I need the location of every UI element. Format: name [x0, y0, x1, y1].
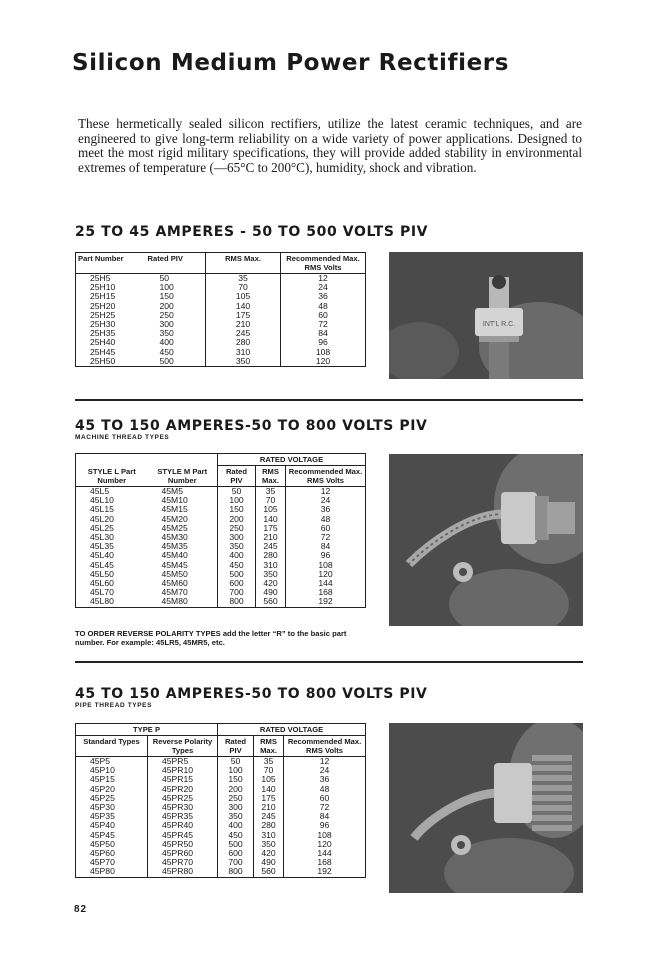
table-cell: 45P20	[90, 783, 115, 794]
table-cell: 45PR35	[148, 812, 218, 821]
table-cell: 490	[256, 588, 286, 597]
table-cell: 168	[286, 588, 366, 597]
table-cell: 25H5	[90, 273, 111, 283]
table-cell: 35	[206, 274, 281, 284]
col-style-l: STYLE L Part Number	[87, 466, 136, 485]
table-cell: 140	[254, 785, 284, 794]
section3-heading: 45 TO 150 AMPERES-50 TO 800 VOLTS PIV	[75, 686, 428, 702]
table-cell: 45M25	[161, 522, 188, 533]
col-recommended: Recommended Max. RMS Volts	[286, 466, 366, 487]
table-cell: 60	[286, 524, 366, 533]
table-cell: 45P50	[90, 838, 115, 849]
table-cell: 280	[254, 821, 284, 830]
table-cell: 200	[159, 300, 174, 311]
table-cell: 45P10	[90, 765, 115, 776]
table-cell: 45M50	[161, 568, 188, 579]
table-cell: 45P80	[90, 866, 115, 877]
table-cell: 45PR45	[148, 831, 218, 840]
table-cell: 700	[218, 858, 254, 867]
table-cell: 700	[218, 588, 256, 597]
table-cell: 25H40	[90, 337, 116, 348]
table-cell: 400	[218, 551, 256, 560]
table-cell: 350	[159, 328, 174, 339]
col-standard-types: Standard Types	[83, 737, 140, 746]
table-cell: 24	[284, 766, 366, 775]
table-cell: 45L50	[90, 568, 114, 579]
table-cell: 12	[284, 757, 366, 767]
intro-paragraph: These hermetically sealed silicon rectifiers, utilize the latest ceramic techniques, and are engineered to give long-term reliability on a wide variety of power applications. Designed to meet the most rigid military specifications, they will provide added stability in environmental extremes of temperature (—65°C to 200°C), humidity, shock and vibration.	[78, 116, 582, 175]
table-cell: 350	[254, 840, 284, 849]
table-cell: 45PR60	[148, 849, 218, 858]
col-rms-max: RMS Max.	[254, 736, 284, 757]
table-cell: 192	[286, 597, 366, 607]
table-cell: 150	[218, 775, 254, 784]
table-cell: 45L60	[90, 578, 114, 589]
table-cell: 45L10	[90, 495, 114, 506]
table-cell: 70	[254, 766, 284, 775]
table-cell: 120	[286, 570, 366, 579]
table-cell: 45PR40	[148, 821, 218, 830]
section2-heading: 45 TO 150 AMPERES-50 TO 800 VOLTS PIV	[75, 418, 428, 434]
table-cell: 25H50	[90, 355, 116, 366]
table-cell: 70	[256, 496, 286, 505]
table-cell: 280	[256, 551, 286, 560]
table-cell: 450	[218, 561, 256, 570]
table-cell: 25H25	[90, 309, 116, 320]
table-cell: 300	[159, 319, 174, 330]
table-cell: 45M40	[161, 550, 188, 561]
rectifier-braided-lead-photo	[389, 454, 583, 626]
table-cell: 100	[218, 496, 256, 505]
table-cell: 25H20	[90, 300, 116, 311]
table-cell: 310	[206, 348, 281, 357]
table-cell: 35	[256, 487, 286, 497]
table-cell: 25H30	[90, 319, 116, 330]
table-cell: 100	[159, 282, 174, 293]
table-cell: 560	[256, 597, 286, 607]
table-cell: 150	[218, 505, 256, 514]
table-cell: 60	[284, 794, 366, 803]
table-cell: 45P40	[90, 820, 115, 831]
table-cell: 45M30	[161, 532, 188, 543]
table-cell: 36	[281, 292, 366, 301]
table-cell: 72	[284, 803, 366, 812]
section1-table	[75, 252, 366, 367]
table-cell: 500	[218, 570, 256, 579]
table-cell: 168	[284, 858, 366, 867]
table-cell: 48	[284, 785, 366, 794]
table-cell: 210	[206, 320, 281, 329]
col-part-number: Part Number	[78, 254, 124, 263]
table-cell: 108	[286, 561, 366, 570]
table-cell: 45L30	[90, 532, 114, 543]
table-cell: 45P15	[90, 774, 115, 785]
rated-voltage-header: RATED VOLTAGE	[218, 454, 366, 466]
table-cell: 175	[256, 524, 286, 533]
table-cell: 490	[254, 858, 284, 867]
table-cell: 175	[254, 794, 284, 803]
table-cell: 420	[254, 849, 284, 858]
table-cell: 45L25	[90, 522, 114, 533]
table-cell: 84	[281, 329, 366, 338]
table-cell: 200	[218, 785, 254, 794]
section-divider	[75, 661, 583, 663]
table-cell: 70	[206, 283, 281, 292]
table-cell: 600	[218, 849, 254, 858]
table-cell: 45PR10	[148, 766, 218, 775]
table-row	[76, 597, 366, 607]
table-cell: 45P45	[90, 829, 115, 840]
table-cell: 245	[206, 329, 281, 338]
table-cell: 250	[218, 524, 256, 533]
table-cell: 560	[254, 867, 284, 877]
table-cell: 420	[256, 579, 286, 588]
table-cell: 800	[218, 597, 256, 607]
table-cell: 350	[218, 812, 254, 821]
table-cell: 250	[218, 794, 254, 803]
table-cell: 45PR5	[148, 757, 218, 767]
reverse-polarity-note: TO ORDER REVERSE POLARITY TYPES add the letter “R” to the basic part number. For example: 45LR5, 45MR5, etc.	[75, 629, 347, 647]
table-cell: 25H15	[90, 291, 116, 302]
table-cell: 45L20	[90, 513, 114, 524]
table-cell: 100	[218, 766, 254, 775]
table-cell: 72	[286, 533, 366, 542]
table-cell: 45M45	[161, 559, 188, 570]
table-cell: 84	[284, 812, 366, 821]
table-cell: 210	[254, 803, 284, 812]
section2-table-body	[76, 487, 366, 608]
table-cell: 45PR20	[148, 785, 218, 794]
table-cell: 200	[218, 515, 256, 524]
table-cell: 45P5	[90, 756, 111, 766]
table-cell: 84	[286, 542, 366, 551]
table-cell: 45P30	[90, 802, 115, 813]
table-cell: 45M60	[161, 578, 188, 589]
table-cell: 192	[284, 867, 366, 877]
table-cell: 450	[159, 346, 174, 357]
table-cell: 210	[256, 533, 286, 542]
section3-table	[75, 723, 366, 878]
table-cell: 310	[256, 561, 286, 570]
table-cell: 108	[281, 348, 366, 357]
table-cell: 45L45	[90, 559, 114, 570]
table-cell: 245	[256, 542, 286, 551]
table-cell: 25H10	[90, 282, 116, 293]
table-cell: 50	[218, 487, 256, 497]
table-cell: 105	[256, 505, 286, 514]
col-style-m: STYLE M Part Number	[157, 466, 208, 485]
table-cell: 48	[286, 515, 366, 524]
section2-table	[75, 453, 366, 608]
table-cell: 72	[281, 320, 366, 329]
table-cell: 175	[206, 311, 281, 320]
page-number: 82	[74, 904, 88, 915]
table-cell: 45M80	[161, 596, 188, 607]
table-cell: 45PR70	[148, 858, 218, 867]
table-cell: 45M5	[161, 486, 183, 496]
table-cell: 24	[286, 496, 366, 505]
table-cell: 45PR15	[148, 775, 218, 784]
table-cell: 144	[284, 849, 366, 858]
table-cell: 600	[218, 579, 256, 588]
table-cell: 300	[218, 533, 256, 542]
table-cell: 36	[284, 775, 366, 784]
section3-photo	[389, 723, 583, 893]
table-cell: 350	[256, 570, 286, 579]
table-cell: 45P25	[90, 792, 115, 803]
table-cell: 120	[281, 357, 366, 367]
table-cell: 450	[218, 831, 254, 840]
table-cell: 140	[256, 515, 286, 524]
table-row	[76, 867, 366, 877]
table-cell: 45M20	[161, 513, 188, 524]
table-cell: 96	[281, 338, 366, 347]
table-cell: 96	[286, 551, 366, 560]
table-cell: 45L80	[90, 596, 114, 607]
rated-voltage-header: RATED VOLTAGE	[218, 724, 366, 736]
table-cell: 350	[206, 357, 281, 367]
table-cell: 45L40	[90, 550, 114, 561]
table-cell: 280	[206, 338, 281, 347]
table-cell: 96	[284, 821, 366, 830]
table-cell: 245	[254, 812, 284, 821]
table-cell: 45M35	[161, 541, 188, 552]
section3-table-body	[76, 757, 366, 878]
table-cell: 500	[218, 840, 254, 849]
col-rated-piv: Rated PIV	[218, 466, 256, 487]
table-cell: 50	[218, 757, 254, 767]
table-cell: 25H35	[90, 328, 116, 339]
rectifier-stud-photo	[389, 252, 583, 379]
table-cell: 150	[159, 291, 174, 302]
table-cell: 48	[281, 302, 366, 311]
table-cell: 105	[206, 292, 281, 301]
table-cell: 35	[254, 757, 284, 767]
table-cell: 108	[284, 831, 366, 840]
section1-photo	[389, 252, 583, 379]
rectifier-pipe-thread-photo	[389, 723, 583, 893]
col-rms-max: RMS Max.	[256, 466, 286, 487]
page-title: Silicon Medium Power Rectifiers	[72, 50, 510, 76]
table-cell: 45P70	[90, 857, 115, 868]
table-cell: 140	[206, 302, 281, 311]
table-cell: 45P35	[90, 811, 115, 822]
col-reverse-polarity: Reverse Polarity Types	[148, 736, 218, 757]
table-cell: 45PR30	[148, 803, 218, 812]
table-cell: 25H45	[90, 346, 116, 357]
table-cell: 45L70	[90, 587, 114, 598]
photo-label: INT'L R.C.	[482, 321, 516, 328]
table-cell: 500	[159, 355, 174, 366]
table-cell: 400	[218, 821, 254, 830]
table-cell: 300	[218, 803, 254, 812]
table-cell: 400	[159, 337, 174, 348]
table-cell: 105	[254, 775, 284, 784]
section2-subheading: MACHINE THREAD TYPES	[75, 434, 170, 441]
table-cell: 50	[159, 273, 170, 283]
table-cell: 250	[159, 309, 174, 320]
type-p-header: TYPE P	[133, 725, 161, 734]
section-divider	[75, 399, 583, 401]
section1-heading: 25 TO 45 AMPERES - 50 TO 500 VOLTS PIV	[75, 224, 429, 240]
table-cell: 310	[254, 831, 284, 840]
table-cell: 45L15	[90, 504, 114, 515]
table-cell: 45PR25	[148, 794, 218, 803]
table-row	[76, 357, 366, 367]
table-cell: 144	[286, 579, 366, 588]
col-rated-piv: Rated PIV	[218, 736, 254, 757]
col-recommended: Recommended Max. RMS Volts	[281, 253, 366, 274]
table-cell: 45M10	[161, 495, 188, 506]
col-rms-max: RMS Max.	[206, 253, 281, 274]
section3-subheading: PIPE THREAD TYPES	[75, 702, 153, 709]
table-cell: 24	[281, 283, 366, 292]
table-cell: 45M15	[161, 504, 188, 515]
table-cell: 60	[281, 311, 366, 320]
section1-table-body	[76, 274, 366, 367]
table-cell: 120	[284, 840, 366, 849]
section2-photo	[389, 454, 583, 626]
table-cell: 45PR80	[148, 867, 218, 877]
table-cell: 45M70	[161, 587, 188, 598]
table-cell: 12	[281, 274, 366, 284]
table-cell: 36	[286, 505, 366, 514]
col-rated-piv: Rated PIV	[147, 254, 183, 263]
table-cell: 45L35	[90, 541, 114, 552]
table-cell: 45PR50	[148, 840, 218, 849]
col-recommended: Recommended Max. RMS Volts	[284, 736, 366, 757]
table-cell: 45P60	[90, 848, 115, 859]
table-cell: 12	[286, 487, 366, 497]
table-cell: 45L5	[90, 486, 110, 496]
table-cell: 350	[218, 542, 256, 551]
table-cell: 800	[218, 867, 254, 877]
